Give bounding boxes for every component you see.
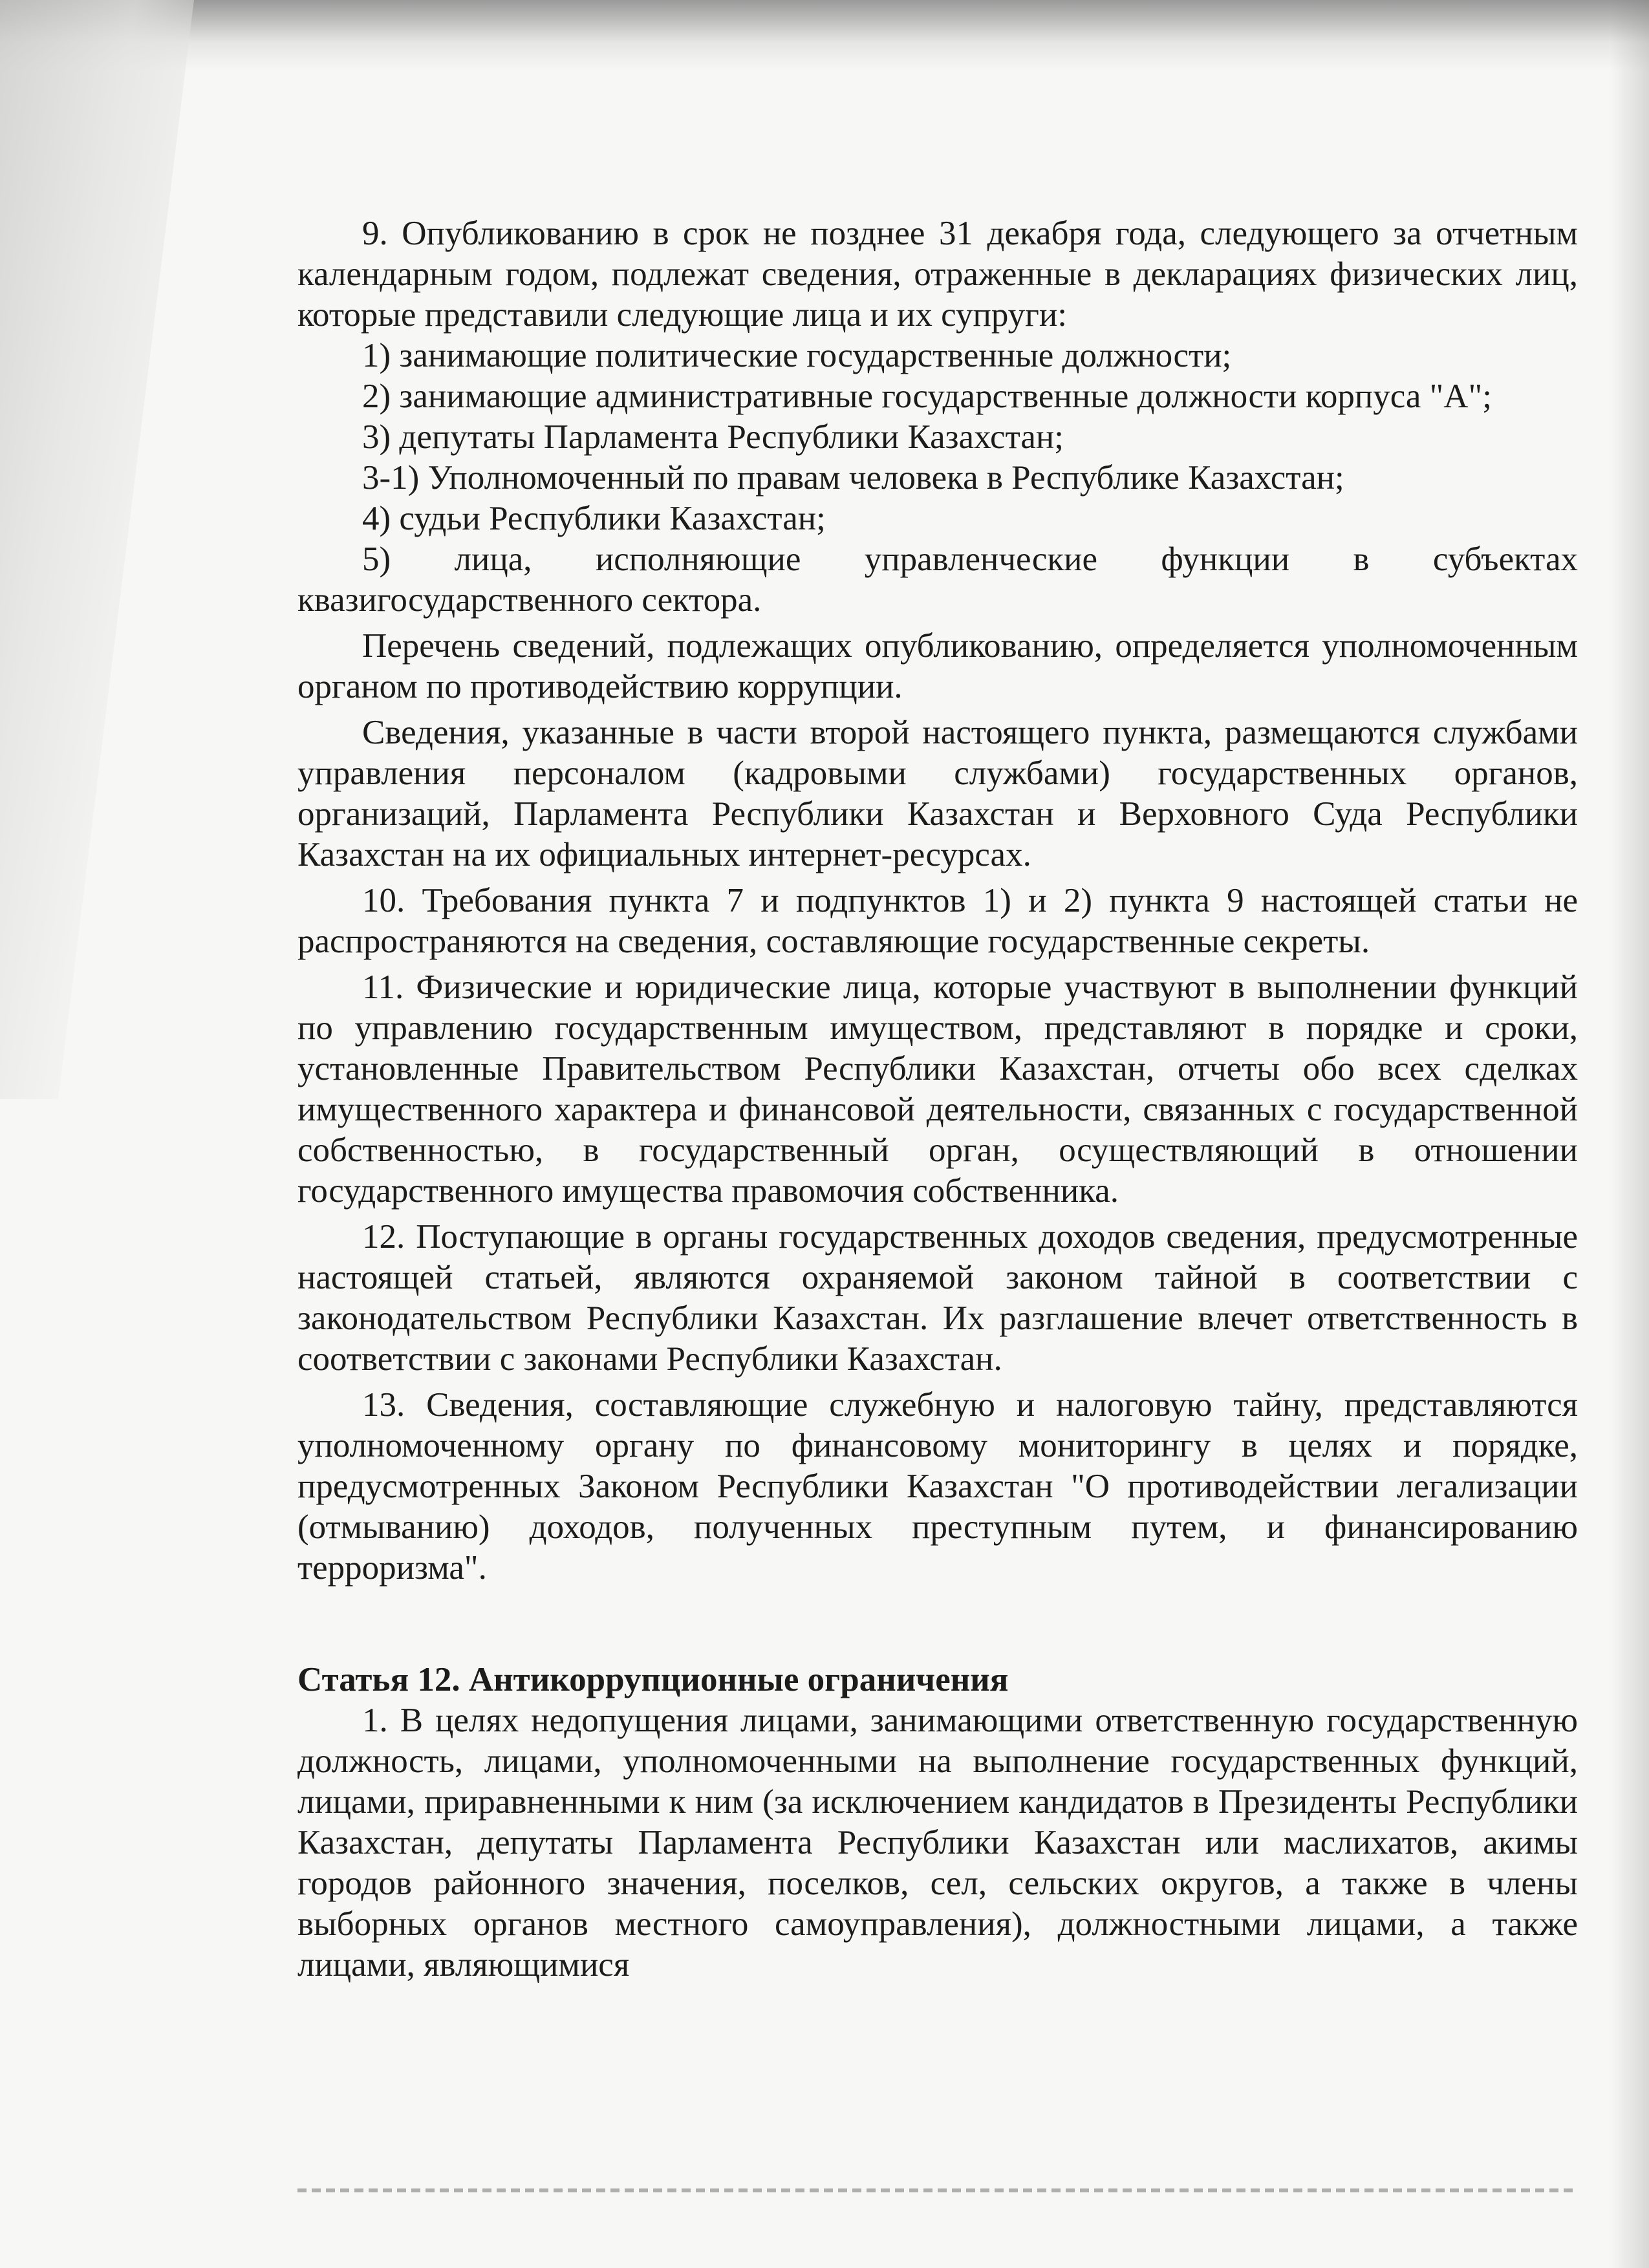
paragraph-10: 10. Требования пункта 7 и подпунктов 1) и 2) пункта 9 настоящей статьи не распространяются на сведения, составляющие государственные секреты. (297, 882, 1578, 960)
next-line-cut-off (297, 2188, 1578, 2192)
paragraph-9-list-definition: Перечень сведений, подлежащих опубликованию, определяется уполномоченным органом по противодействию коррупции. (297, 627, 1578, 705)
paragraph-9-item-2: 2) занимающие административные государственные должности корпуса "А"; (362, 378, 1492, 415)
article-12-paragraph-1: 1. В целях недопущения лицами, занимающими ответственную государственную должность, лицами, уполномоченными на выполнение государственных функций, лицами, приравненными к ним (за исключением кандидатов в Президенты Республики Казахстан, депутаты Парламента Республики Казахстан или маслихатов, акимы городов районного значения, поселков, сел, сельских округов, а также в члены выборных органов местного самоуправления), должностными лицами, а также лицами, являющимися (297, 1702, 1578, 1984)
paragraph-9-item-4: 4) судьи Республики Казахстан; (362, 500, 826, 537)
page-corner-fold (0, 0, 194, 1099)
paragraph-9-item-3: 3) депутаты Парламента Республики Казахстан; (362, 418, 1064, 456)
page-right-edge (1610, 0, 1649, 2268)
paragraph-9-placement: Сведения, указанные в части второй настоящего пункта, размещаются службами управления персоналом (кадровыми службами) государственных органов, организаций, Парламента Республики Казахстан и Верховного Суда Республики Казахстан на их официальных интернет-ресурсах. (297, 714, 1578, 873)
page-top-shadow (0, 0, 1649, 71)
paragraph-11: 11. Физические и юридические лица, которые участвуют в выполнении функций по управлению государственным имуществом, представляют в порядке и сроки, установленные Правительством Республики Казахстан, отчеты обо всех сделках имущественного характера и финансовой деятельности, связанных с государственной собственностью, в государственный орган, осуществляющий в отношении государственного имущества правомочия собственника. (297, 968, 1578, 1210)
article-12-title: Статья 12. Антикоррупционные ограничения (297, 1661, 1009, 1698)
paragraph-12: 12. Поступающие в органы государственных доходов сведения, предусмотренные настоящей статьей, являются охраняемой законом тайной в соответствии с законодательством Республики Казахстан. Их разглашение влечет ответственность в соответствии с законами Республики Казахстан. (297, 1218, 1578, 1378)
document-body (297, 213, 1578, 1985)
paragraph-9-item-1: 1) занимающие политические государственные должности; (362, 337, 1232, 374)
paragraph-13: 13. Сведения, составляющие служебную и налоговую тайну, представляются уполномоченному органу по финансовому мониторингу в целях и порядке, предусмотренных Законом Республики Казахстан "О противодействии легализации (отмыванию) доходов, полученных преступным путем, и финансированию терроризма". (297, 1386, 1578, 1587)
paragraph-9-item-5: 5) лица, исполняющие управленческие функции в субъектах квазигосударственного сектора. (297, 540, 1578, 619)
paragraph-9: 9. Опубликованию в срок не позднее 31 декабря года, следующего за отчетным календарным годом, подлежат сведения, отраженные в декларациях физических лиц, которые представили следующие лица и их супруги: (297, 215, 1578, 334)
paragraph-9-item-3-1: 3-1) Уполномоченный по правам человека в Республике Казахстан; (362, 459, 1344, 497)
